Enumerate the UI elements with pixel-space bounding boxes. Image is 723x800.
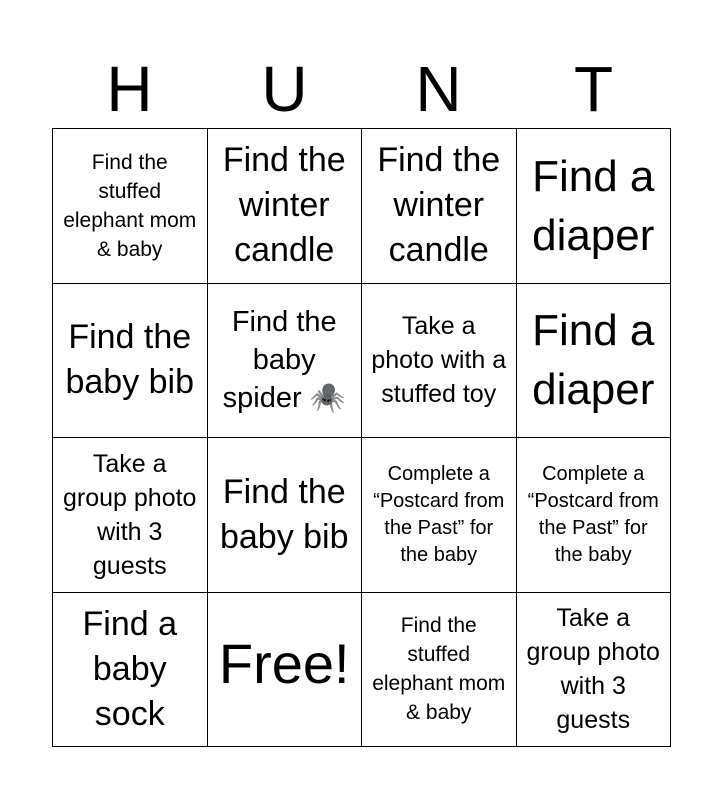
square-text: Find the stuffed elephant mom & baby: [372, 614, 506, 725]
bingo-square-r1c4[interactable]: [517, 129, 672, 284]
header-letter-u: U: [261, 53, 308, 125]
header-letter-n: N: [415, 53, 462, 125]
square-text: Find the winter candle: [377, 141, 501, 270]
square-text: Find a diaper: [532, 151, 655, 260]
bingo-square-r4c1[interactable]: [53, 593, 208, 748]
bingo-card: [52, 128, 671, 747]
bingo-square-r4c4[interactable]: [517, 593, 672, 748]
header-letter-h: H: [106, 53, 153, 125]
bingo-square-r2c2[interactable]: [208, 284, 363, 439]
bingo-square-r1c2[interactable]: [208, 129, 363, 284]
bingo-square-r2c3[interactable]: [362, 284, 517, 439]
bingo-square-r3c3[interactable]: [362, 438, 517, 593]
square-text: Complete a “Postcard from the Past” for the baby: [373, 462, 505, 566]
bingo-square-r3c2[interactable]: [208, 438, 363, 593]
bingo-square-r1c1[interactable]: [53, 129, 208, 284]
bingo-square-r4c3[interactable]: [362, 593, 517, 748]
square-text: Find the baby bib: [219, 472, 349, 556]
square-text: Find a baby sock: [82, 604, 177, 733]
free-square-text: Free!: [218, 632, 350, 696]
bingo-square-free[interactable]: [208, 593, 363, 748]
bingo-square-r3c4[interactable]: [517, 438, 672, 593]
square-text: Take a group photo with 3 guests: [63, 449, 197, 580]
square-text: Find a diaper: [532, 306, 655, 415]
bingo-square-r2c1[interactable]: [53, 284, 208, 439]
square-text: Complete a “Postcard from the Past” for the baby: [527, 462, 659, 566]
header-letter-t: T: [573, 53, 614, 125]
bingo-square-r2c4[interactable]: [517, 284, 672, 439]
bingo-header: [52, 52, 671, 126]
square-text: Find the winter candle: [222, 141, 346, 270]
bingo-square-r1c3[interactable]: [362, 129, 517, 284]
square-text: Take a group photo with 3 guests: [526, 604, 660, 735]
square-text: Find the baby bib: [65, 318, 195, 402]
square-text: Find the baby spider 🕷️: [222, 306, 346, 415]
square-text: Take a photo with a stuffed toy: [371, 312, 507, 409]
bingo-square-r3c1[interactable]: [53, 438, 208, 593]
square-text: Find the stuffed elephant mom & baby: [63, 150, 197, 261]
